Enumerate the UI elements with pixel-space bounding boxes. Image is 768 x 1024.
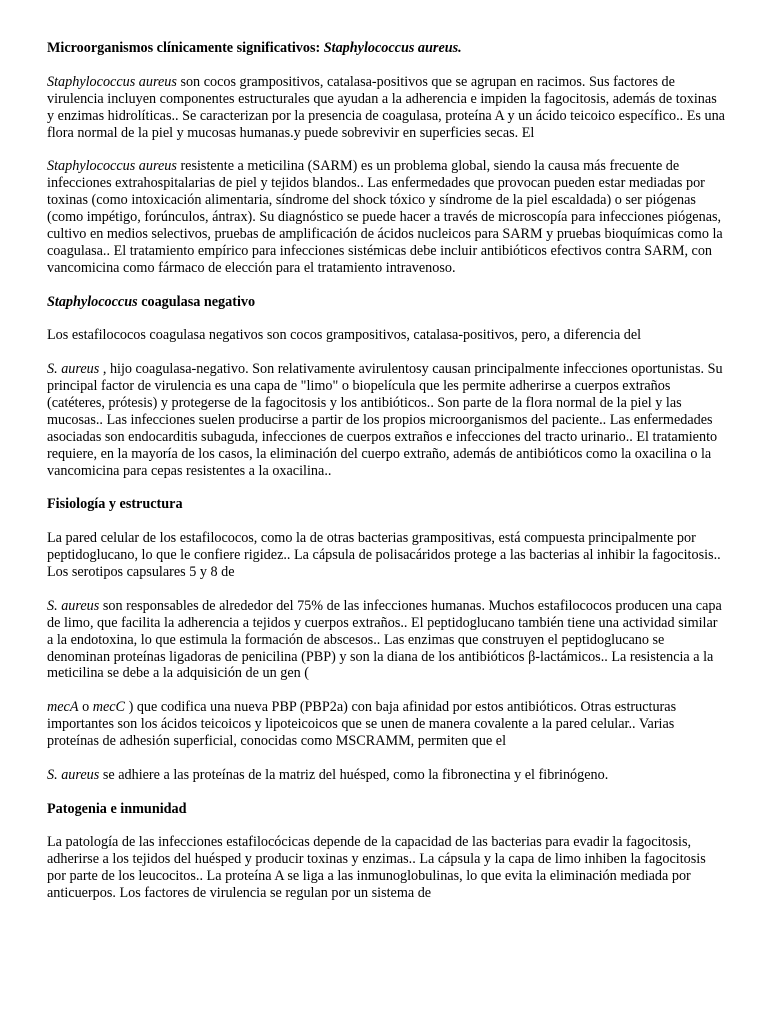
paragraph-6 [47,598,727,683]
heading-coagulasa-negativo [47,294,727,311]
paragraph-8-italic: S. aureus [47,766,100,783]
paragraph-4-italic: S. aureus [47,361,100,378]
paragraph-7-text-o: o [78,699,93,716]
paragraph-4-text: , hijo coagulasa-negativo. Son relativamente avirulentosy causan principalmente infecciones oportunistas. Su principal factor de virulencia es una capa de "limo" o biopelícula que les permite adherirse a cuerpos extraños (catéteres, prótesis) y protegerse de la fagocitosis y los antibióticos.. Son parte de la flora normal de la piel y las mucosas.. Las infecciones suelen producirse a partir de los propios microorganismos del paciente.. Las enfermedades asociadas son endocarditis subaguda, infecciones de cuerpos extraños e infecciones del tracto urinario.. El tratamiento requiere, en la mayoría de los casos, la eliminación del cuerpo extraño, además de antibióticos como la oxacilina o la vancomicina para cepas resistentes a la oxacilina.. [47,361,723,479]
document-title-text: Microorganismos clínicamente significativos: [47,40,324,56]
heading-fisiologia: Fisiología y estructura [47,496,183,513]
paragraph-7-text: ) que codifica una nueva PBP (PBP2a) con baja afinidad por estos antibióticos. Otras estructuras importantes son los ácidos teicoicos y lipoteicoicos que se unen de manera covalente a la pared celular.. Varias proteínas de adhesión superficial, conocidas como MSCRAMM, permiten que el [47,699,677,750]
paragraph-7 [47,699,727,750]
paragraph-1-italic: Staphylococcus aureus [47,73,177,90]
heading-coagulasa-negativo-italic: Staphylococcus [47,293,138,310]
paragraph-6-italic: S. aureus [47,597,100,614]
paragraph-4 [47,361,727,479]
heading-patogenia: Patogenia e inmunidad [47,800,187,817]
document-title [47,40,727,57]
paragraph-3: Los estafilococos coagulasa negativos son cocos grampositivos, catalasa-positivos, pero, a diferencia del [47,327,642,344]
paragraph-7-italic-meca: mecA [47,699,79,716]
paragraph-9: La patología de las infecciones estafilocócicas depende de la capacidad de las bacterias para evadir la fagocitosis, adherirse a los tejidos del huésped y producir toxinas y enzimas.. La cápsula y la capa de limo inhiben la fagocitosis por parte de los leucocitos.. La proteína A se liga a las inmunoglobulinas, lo que evita la eliminación mediada por anticuerpos. Los factores de virulencia se regulan por un sistema de [47,834,706,902]
paragraph-5: La pared celular de los estafilococos, como la de otras bacterias grampositivas, está compuesta principalmente por peptidoglucano, lo que le confiere rigidez.. La cápsula de polisacáridos protege a las bacterias al inhibir la fagocitosis.. Los serotipos capsulares 5 y 8 de [47,530,721,580]
paragraph-7-italic-mecc: mecC [92,699,126,716]
paragraph-6-text: son responsables de alrededor del 75% de las infecciones humanas. Muchos estafilococos producen una capa de limo, que facilita la adherencia a tejidos y cuerpos extraños.. El peptidoglucano también tiene una actividad similar a la endotoxina, lo que estimula la formación de abscesos.. Las enzimas que construyen el peptidoglucano se denominan proteínas ligadoras de penicilina (PBP) y son la diana de los antibióticos β-lactámicos.. La resistencia a la meticilina se debe a la adquisición de un gen ( [47,597,722,682]
paragraph-2 [47,158,727,276]
paragraph-1 [47,74,727,142]
paragraph-8 [47,767,727,784]
paragraph-2-italic: Staphylococcus aureus [47,158,177,175]
paragraph-1-text: son cocos grampositivos, catalasa-positivos que se agrupan en racimos. Sus factores de virulencia incluyen componentes estructurales que ayudan a la adherencia e impiden la fagocitosis, además de toxinas y enzimas hidrolíticas.. Se caracterizan por la presencia de coagulasa, proteína A y un ácido teicoico específico.. Es una flora normal de la piel y mucosas humanas.y puede sobrevivir en superficies secas. El [47,73,725,141]
document-title-italic: Staphylococcus aureus. [323,40,462,56]
paragraph-2-text: resistente a meticilina (SARM) es un problema global, siendo la causa más frecuente de infecciones extrahospitalarias de piel y tejidos blandos.. Las enfermedades que provocan pueden estar mediadas por toxinas (como intoxicación alimentaria, síndrome del shock tóxico y síndrome de la piel escaldada) o ser piógenas (como impétigo, forúnculos, ántrax). Su diagnóstico se puede hacer a través de microscopía para infecciones piógenas, cultivo en medios selectivos, pruebas de amplificación de ácidos nucleicos para SARM y pruebas bioquímicas como la coagulasa.. El tratamiento empírico para infecciones sistémicas debe incluir antibióticos efectivos contra SARM, con vancomicina como fármaco de elección para el tratamiento intravenoso. [47,158,723,276]
document-page [47,40,727,919]
heading-coagulasa-negativo-text: coagulasa negativo [137,293,256,310]
paragraph-8-text: se adhiere a las proteínas de la matriz del huésped, como la fibronectina y el fibrinógeno. [99,766,609,783]
